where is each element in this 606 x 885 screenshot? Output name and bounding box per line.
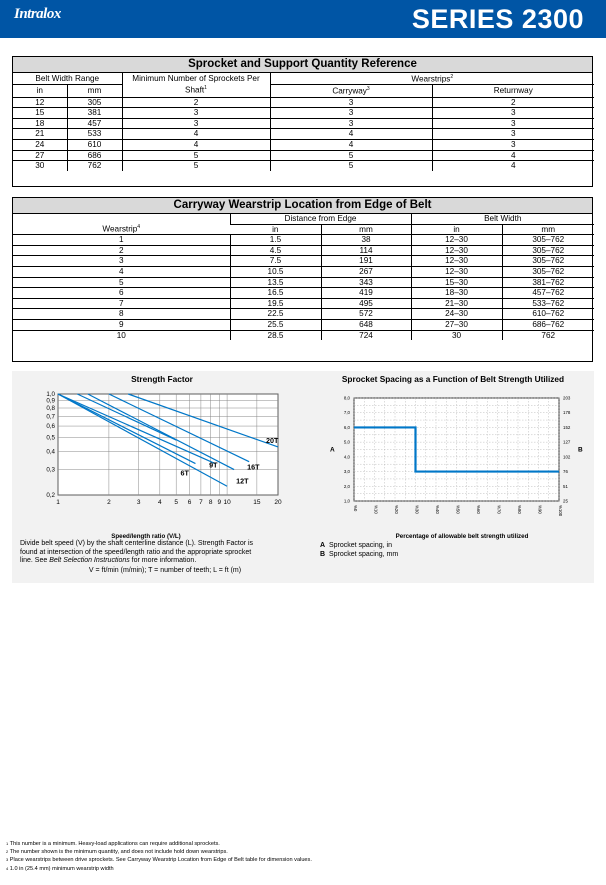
- wearstrip-header: Wearstrip$^4$: [13, 214, 230, 235]
- y-tick-label-right: 102: [563, 454, 571, 460]
- table-cell: 12: [13, 97, 67, 108]
- table-cell: 4: [270, 140, 432, 151]
- table-cell: 648: [321, 319, 411, 330]
- table-cell: 114: [321, 245, 411, 256]
- sprocket-spacing-chart: [312, 383, 594, 543]
- footnote: $^1$ This number is a minimum. Heavy-load applications can require additional sprockets.: [6, 841, 220, 847]
- belt-width-range-header: Belt Width Range: [13, 73, 122, 85]
- spacing-xlabel: Percentage of allowable belt strength utilized: [395, 533, 529, 540]
- table-cell: 2: [122, 97, 270, 108]
- table-row: [13, 140, 594, 151]
- y-tick-label: 1,0: [46, 391, 55, 398]
- sprocket-support-panel: [12, 56, 593, 187]
- x-tick-label: %30: [414, 505, 420, 514]
- x-tick-label: 3: [136, 499, 141, 506]
- table-cell: 10.5: [230, 266, 321, 277]
- table-row: [13, 288, 594, 299]
- strength-factor-chart: [12, 383, 312, 543]
- x-tick-label: %90: [537, 505, 543, 514]
- x-tick-label: 6: [187, 499, 192, 506]
- table-cell: 1: [13, 235, 230, 246]
- table-row: [13, 118, 594, 129]
- table-row: [13, 129, 594, 140]
- table-row: [13, 319, 594, 330]
- y-tick-label-right: 76: [563, 469, 568, 475]
- y-tick-label: 0,9: [46, 397, 55, 405]
- y-tick-label-left: 3,0: [343, 469, 350, 475]
- strength-note: Divide belt speed (V) by the shaft centerline distance (L). Strength Factor is found at intersection of the speed/length ratio and the appropriate sprocket line. See Belt Selection Instructions for more information. V = ft/min (m/min); T = number of teeth; L = ft (m): [20, 540, 254, 574]
- carryway-header: Carryway$^3$: [270, 85, 432, 97]
- y-tick-label: 0,3: [46, 466, 55, 474]
- table-cell: 686–762: [502, 319, 594, 330]
- table-cell: 3: [432, 129, 594, 140]
- table-cell: 3: [432, 108, 594, 119]
- table-row: [13, 235, 594, 246]
- series-label: 9T: [209, 460, 218, 470]
- table-cell: 22.5: [230, 309, 321, 320]
- table-cell: 21–30: [411, 298, 502, 309]
- y-tick-label-left: 6,0: [343, 424, 350, 430]
- page-header: [0, 0, 606, 38]
- x-tick-label: 2: [107, 499, 111, 506]
- table-cell: 2: [432, 97, 594, 108]
- x-tick-label: %40: [435, 505, 440, 514]
- dist-mm-header: mm: [321, 224, 411, 235]
- width-mm-header: mm: [502, 224, 594, 235]
- distance-header: Distance from Edge: [230, 214, 411, 224]
- table-cell: 610–762: [502, 309, 594, 320]
- table-cell: 533–762: [502, 298, 594, 309]
- sprocket-support-table: [13, 73, 594, 171]
- table-cell: 15: [13, 108, 67, 119]
- table-cell: 610: [67, 140, 122, 151]
- series-title: SERIES 2300: [411, 4, 584, 34]
- table-cell: 5: [270, 150, 432, 161]
- table-row: [13, 330, 594, 340]
- wearstrips-header: Wearstrips$^2$: [270, 73, 594, 85]
- table-cell: 5: [13, 277, 230, 288]
- table-cell: 12–30: [411, 245, 502, 256]
- series-label: 12T: [236, 476, 249, 486]
- x-tick-label: %50: [455, 505, 461, 514]
- table-cell: 419: [321, 288, 411, 299]
- table-cell: 9: [13, 319, 230, 330]
- x-tick-label: %70: [496, 505, 502, 514]
- table-row: [13, 150, 594, 161]
- table-row: [13, 245, 594, 256]
- strength-xlabel: Speed/length ratio (V/L): [111, 533, 181, 540]
- y-tick-label-left: 5,0: [343, 439, 350, 445]
- table-cell: 21: [13, 129, 67, 140]
- table-cell: 4: [13, 266, 230, 277]
- spacing-chart-title: Sprocket Spacing as a Function of Belt Strength Utilized: [341, 374, 565, 384]
- table-row: [13, 277, 594, 288]
- table-cell: 5: [122, 161, 270, 171]
- table-cell: 18: [13, 118, 67, 129]
- x-tick-label: 9: [217, 499, 222, 506]
- x-tick-label: 15: [253, 499, 261, 506]
- x-tick-label: %0: [353, 505, 358, 512]
- x-tick-label: %60: [476, 505, 481, 514]
- spacing-legend: A Sprocket spacing, in B Sprocket spacing, mm: [320, 542, 399, 558]
- table-cell: 381–762: [502, 277, 594, 288]
- table-cell: 191: [321, 256, 411, 267]
- table-cell: 724: [321, 330, 411, 340]
- table-cell: 3: [122, 118, 270, 129]
- x-tick-label: %20: [394, 505, 399, 514]
- table-cell: 686: [67, 150, 122, 161]
- intralox-logo: Intralox: [14, 6, 61, 22]
- y-tick-label-right: 25: [563, 498, 568, 504]
- mm-header: mm: [67, 85, 122, 97]
- table-cell: 5: [270, 161, 432, 171]
- table-cell: 27–30: [411, 319, 502, 330]
- y-tick-label-left: 7,0: [343, 410, 350, 416]
- strength-factor-title: Strength Factor: [131, 374, 193, 384]
- table-cell: 12–30: [411, 266, 502, 277]
- belt-width-header: Belt Width: [411, 214, 594, 224]
- table-cell: 7: [13, 298, 230, 309]
- y-tick-label: 0,6: [46, 423, 55, 431]
- x-tick-label: 7: [199, 499, 203, 506]
- series-label: 6T: [180, 468, 189, 478]
- y-tick-label-right: 152: [563, 424, 571, 430]
- dist-in-header: in: [230, 224, 321, 235]
- table-cell: 762: [67, 161, 122, 171]
- y-tick-label-left: 8,0: [343, 395, 350, 401]
- table-cell: 305–762: [502, 245, 594, 256]
- table-cell: 572: [321, 309, 411, 320]
- in-header: in: [13, 85, 67, 97]
- y-tick-label-left: 4,0: [343, 454, 350, 460]
- table-cell: 19.5: [230, 298, 321, 309]
- y-tick-label-left: 1,0: [343, 498, 350, 504]
- table-cell: 8: [13, 309, 230, 320]
- table-cell: 381: [67, 108, 122, 119]
- table-cell: 3: [13, 256, 230, 267]
- table-cell: 4: [270, 129, 432, 140]
- table-row: [13, 309, 594, 320]
- x-tick-label: 4: [157, 499, 162, 506]
- x-tick-label: 1: [56, 499, 60, 506]
- table-cell: 4: [122, 140, 270, 151]
- x-tick-label: 20: [274, 499, 282, 506]
- min-sprockets-header: Minimum Number of Sprockets Per Shaft$^1$: [122, 73, 270, 97]
- table-cell: 24: [13, 140, 67, 151]
- table-cell: 13.5: [230, 277, 321, 288]
- series-label: 16T: [247, 462, 260, 472]
- table-row: [13, 97, 594, 108]
- table-cell: 25.5: [230, 319, 321, 330]
- table-cell: 16.5: [230, 288, 321, 299]
- wearstrip-location-panel: [12, 197, 593, 362]
- table-cell: 3: [270, 97, 432, 108]
- sprocket-support-title: Sprocket and Support Quantity Reference: [13, 57, 592, 73]
- y-tick-label-right: 178: [563, 410, 571, 416]
- table-row: [13, 256, 594, 267]
- table-cell: 4: [122, 129, 270, 140]
- table-row: [13, 298, 594, 309]
- table-cell: 15–30: [411, 277, 502, 288]
- table-cell: 10: [116, 330, 126, 340]
- table-row: [13, 108, 594, 119]
- table-cell: 30: [35, 161, 45, 171]
- table-cell: 3: [432, 140, 594, 151]
- y-tick-label: 0,4: [46, 448, 55, 456]
- wearstrip-location-table: [13, 214, 594, 340]
- width-in-header: in: [411, 224, 502, 235]
- table-cell: 2: [13, 245, 230, 256]
- table-cell: 4: [432, 161, 594, 171]
- table-cell: 305–762: [502, 256, 594, 267]
- footnote: $^4$ 1.0 in (25.4 mm) minimum wearstrip width: [6, 865, 114, 872]
- x-tick-label: %80: [517, 505, 522, 514]
- table-cell: 305–762: [502, 235, 594, 246]
- table-cell: 4.5: [230, 245, 321, 256]
- table-cell: 12–30: [411, 235, 502, 246]
- y-tick-label: 0,8: [46, 405, 55, 413]
- table-cell: 267: [321, 266, 411, 277]
- x-tick-label: %10: [373, 505, 379, 514]
- table-cell: 457–762: [502, 288, 594, 299]
- table-cell: 4: [432, 150, 594, 161]
- table-cell: 18–30: [411, 288, 502, 299]
- table-cell: 38: [321, 235, 411, 246]
- table-cell: 762: [502, 330, 594, 340]
- table-cell: 533: [67, 129, 122, 140]
- x-tick-label: 10: [223, 499, 231, 506]
- table-cell: 3: [432, 118, 594, 129]
- footnotes: [6, 840, 596, 873]
- table-cell: 5: [122, 150, 270, 161]
- table-cell: 343: [321, 277, 411, 288]
- table-cell: 457: [67, 118, 122, 129]
- table-cell: 30: [411, 330, 502, 340]
- y-axis-label-a: A: [330, 446, 335, 454]
- table-cell: 24–30: [411, 309, 502, 320]
- table-cell: 305–762: [502, 266, 594, 277]
- table-cell: 3: [270, 108, 432, 119]
- y-tick-label-right: 203: [563, 395, 571, 401]
- table-cell: 305: [67, 97, 122, 108]
- table-cell: 12–30: [411, 256, 502, 267]
- table-row: [13, 266, 594, 277]
- table-cell: 27: [13, 150, 67, 161]
- y-tick-label-right: 51: [563, 483, 568, 489]
- table-cell: 495: [321, 298, 411, 309]
- table-cell: 3: [122, 108, 270, 119]
- wearstrip-location-title: Carryway Wearstrip Location from Edge of Belt: [13, 198, 592, 214]
- y-tick-label-right: 127: [563, 439, 571, 445]
- table-cell: 28.5: [230, 330, 321, 340]
- x-tick-label: 8: [208, 499, 213, 506]
- footnote: $^3$ Place wearstrips between drive sprockets. See Carryway Wearstrip Location from Edge of Belt table for dimension values.: [6, 857, 312, 864]
- returnway-header: Returnway: [432, 85, 594, 97]
- y-tick-label: 0,2: [46, 492, 55, 499]
- x-tick-label: 5: [174, 499, 179, 506]
- table-row: [13, 161, 594, 171]
- table-cell: 1.5: [230, 235, 321, 246]
- y-tick-label: 0,7: [46, 413, 55, 421]
- table-cell: 3: [270, 118, 432, 129]
- charts-panel: [12, 371, 594, 583]
- table-cell: 7.5: [230, 256, 321, 267]
- x-tick-label: %100: [558, 505, 563, 517]
- y-axis-label-b: B: [578, 446, 583, 454]
- y-tick-label-left: 2,0: [343, 483, 350, 489]
- footnote: $^2$ The number shown is the minimum quantity, and does not include hold down wearstrips.: [6, 849, 228, 856]
- y-tick-label: 0,5: [46, 434, 55, 442]
- series-label: 20T: [266, 435, 279, 445]
- table-cell: 6: [13, 288, 230, 299]
